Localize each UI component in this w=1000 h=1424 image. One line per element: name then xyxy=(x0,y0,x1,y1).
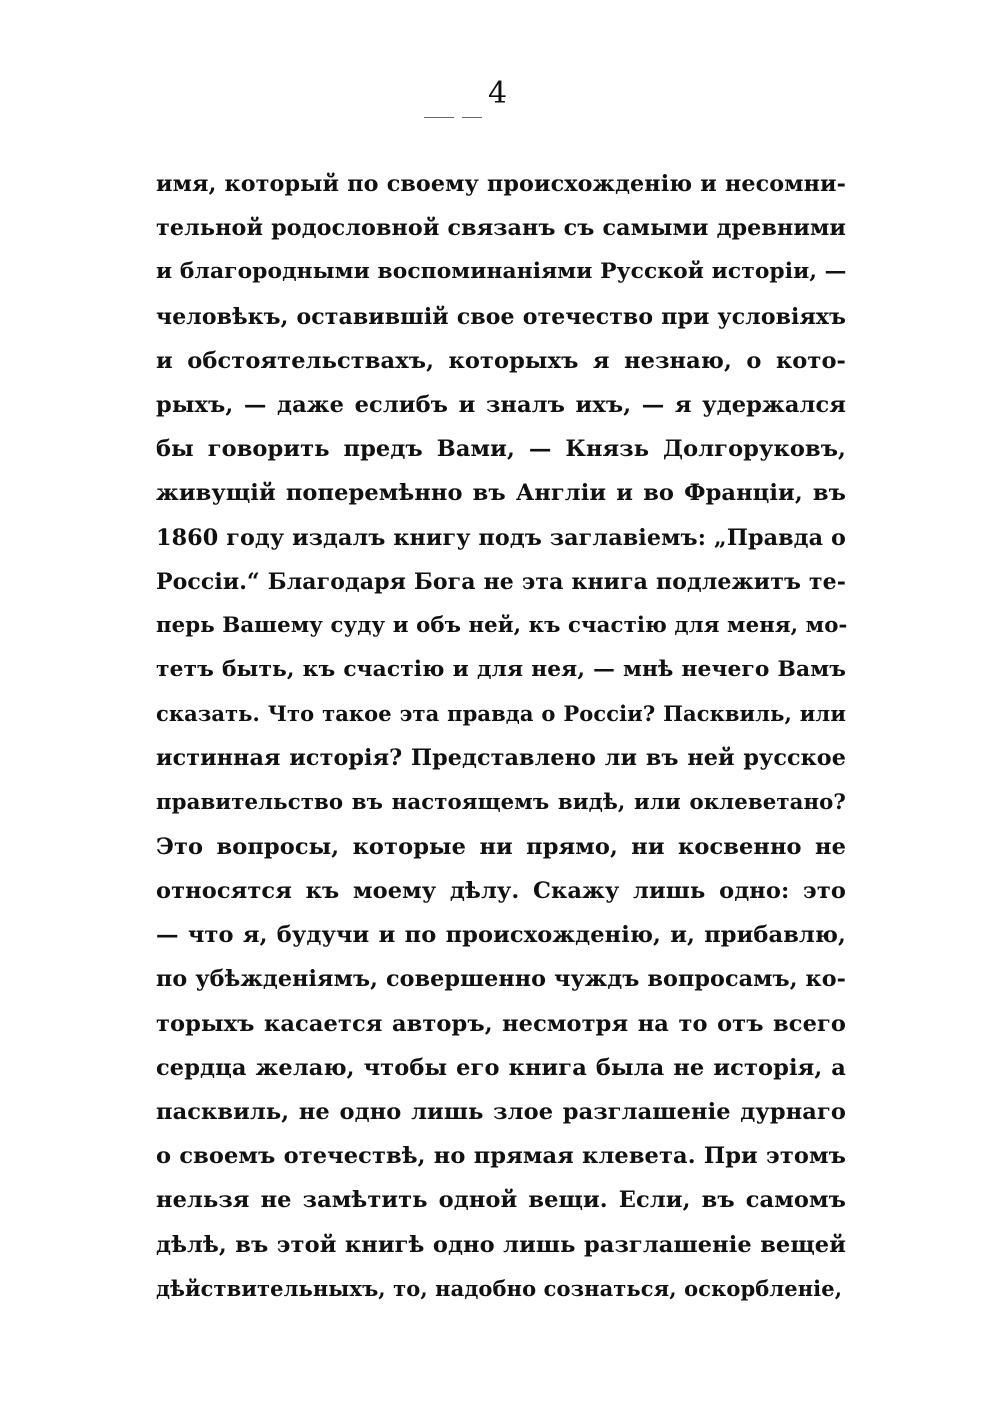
text-line: — что я, будучи и по происхожденію, и, прибавлю, xyxy=(156,922,846,949)
text-line: дѣлѣ, въ этой книгѣ одно лишь разглашеніе вещей xyxy=(156,1231,846,1258)
text-line: торыхъ касается авторъ, несмотря на то отъ всего xyxy=(156,1010,846,1037)
text-line: Россіи.“ Благодаря Бога не эта книга подлежитъ те- xyxy=(156,568,846,595)
text-line: человѣкъ, оставившій свое отечество при условіяхъ xyxy=(156,303,846,330)
text-line: относятся къ моему дѣлу. Скажу лишь одно: это xyxy=(156,878,846,904)
text-line: и обстоятельствахъ, которыхъ я незнаю, о кото- xyxy=(156,347,846,374)
text-line: и благородными воспоминаніями Русской исторіи, — xyxy=(156,259,847,285)
text-line: дѣйствительныхъ, то, надобно сознаться, оскорбленіе, xyxy=(156,1275,843,1301)
header-rule xyxy=(424,117,454,118)
page-number: 4 xyxy=(488,76,508,111)
header-rule xyxy=(462,117,482,118)
text-line: перь Вашему суду и объ ней, къ счастію для меня, мо- xyxy=(156,612,848,638)
text-line: по убѣжденіямъ, совершенно чуждъ вопросамъ, ко- xyxy=(156,966,846,993)
text-line: пасквиль, не одно лишь злое разглашеніе дурнаго xyxy=(156,1098,846,1125)
text-line: о своемъ отечествѣ, но прямая клевета. При этомъ xyxy=(156,1143,846,1170)
text-line: 1860 году издалъ книгу подъ заглавіемъ: „Правда о xyxy=(156,524,846,551)
text-line: сердца желаю, чтобы его книга была не исторія, а xyxy=(156,1054,846,1081)
text-line: живущій поперемѣнно въ Англіи и во Франціи, въ xyxy=(156,480,846,507)
body-text xyxy=(156,162,846,1311)
text-line: тетъ быть, къ счастію и для нея, — мнѣ нечего Вамъ xyxy=(156,657,846,683)
text-line: рыхъ, — даже еслибъ и зналъ ихъ, — я удержался xyxy=(156,391,846,418)
text-line: тельной родословной связанъ съ самыми древними xyxy=(156,215,846,242)
text-line: сказать. Что такое эта правда о Россіи? Пасквиль, или xyxy=(156,701,846,727)
text-line: Это вопросы, которые ни прямо, ни косвенно не xyxy=(156,833,846,860)
text-line: нельзя не замѣтить одной вещи. Если, въ самомъ xyxy=(156,1187,846,1214)
text-line: бы говорить предъ Вами, — Князь Долгоруковъ, xyxy=(156,436,846,463)
text-line: истинная исторія? Представлено ли въ ней русское xyxy=(156,745,846,772)
text-line: правительство въ настоящемъ видѣ, или оклеветано? xyxy=(156,789,846,815)
text-line: имя, который по своему происхожденію и несомни- xyxy=(156,171,846,197)
